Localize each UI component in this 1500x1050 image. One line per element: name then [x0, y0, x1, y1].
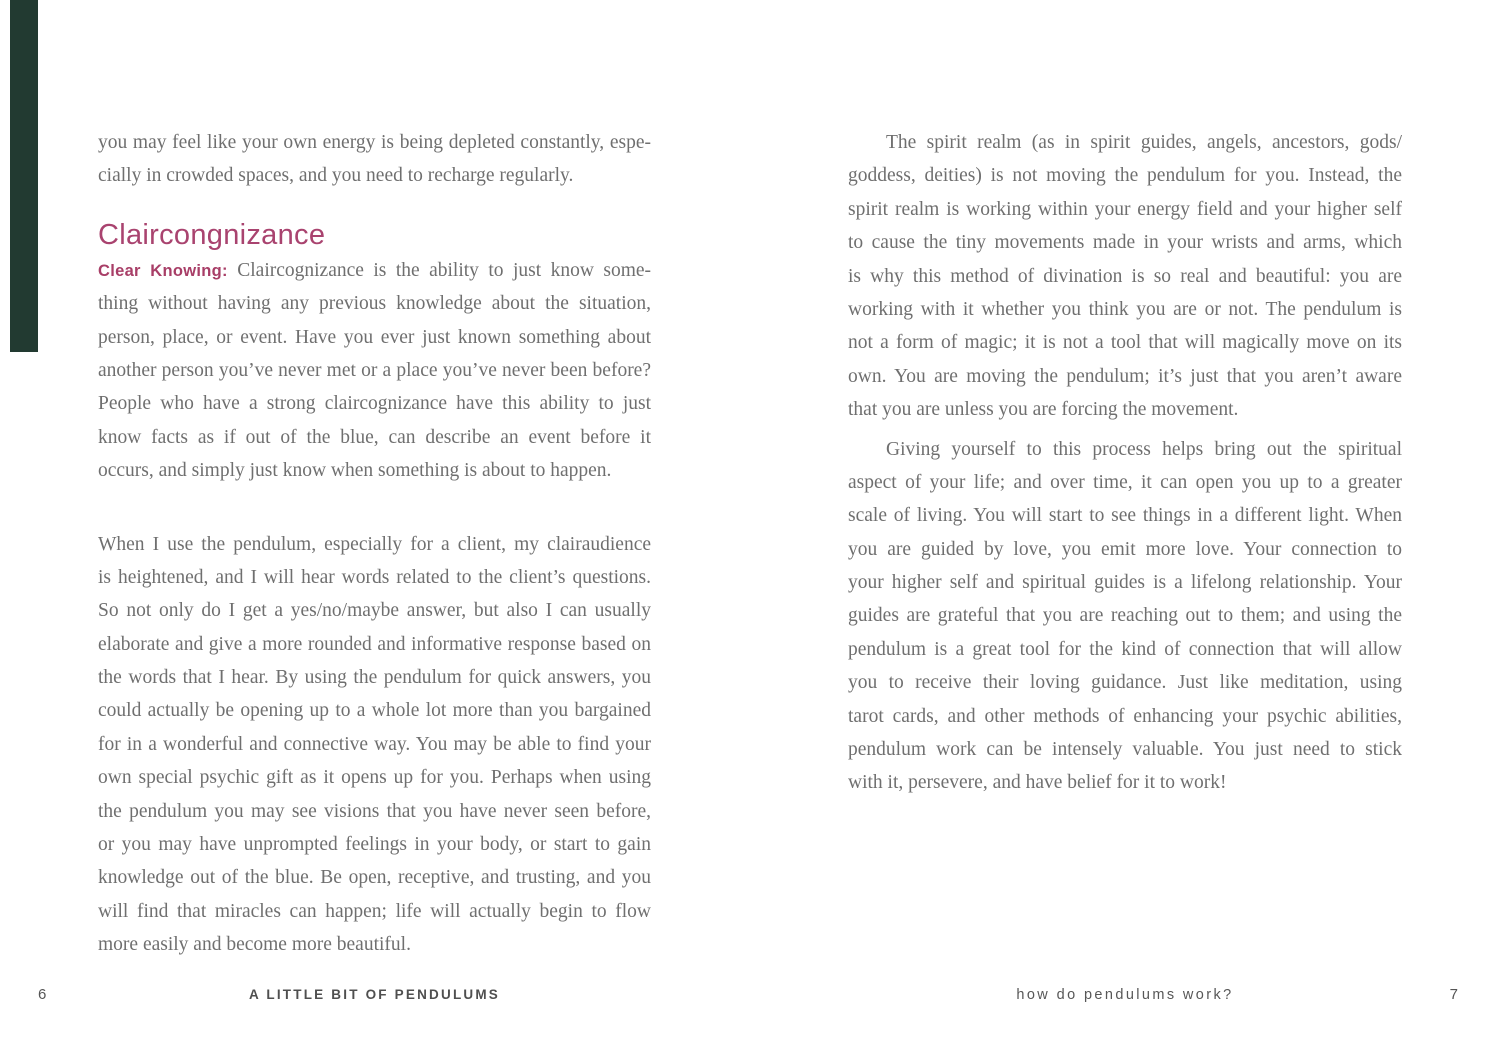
text-line: for in a wonderful and connective way. You may be able to find your	[98, 733, 651, 755]
text-line: So not only do I get a yes/no/maybe answer, but also I can usually	[98, 600, 651, 622]
text-line: know facts as if out of the blue, can describe an event before it	[98, 426, 651, 448]
text-line: own special psychic gift as it opens up for you. Perhaps when using	[98, 767, 651, 789]
book-spine-accent	[10, 0, 38, 352]
text-line: scale of living. You will start to see things in a different light. When	[848, 505, 1402, 527]
page-number-left: 6	[38, 986, 47, 1003]
clear-knowing-lead: Clear Knowing:	[98, 261, 228, 280]
pendulum-use-paragraph	[98, 528, 651, 962]
text-line: pendulum work can be intensely valuable. You just need to stick	[848, 739, 1402, 761]
text-line: occurs, and simply just know when something is about to happen.	[98, 460, 612, 482]
giving-yourself-paragraph	[848, 433, 1402, 800]
text-line-clear-knowing	[98, 254, 651, 287]
text-line: is heightened, and I will hear words related to the client’s questions.	[98, 566, 651, 588]
text-line: to cause the tiny movements made in your wrists and arms, which	[848, 232, 1402, 254]
clear-knowing-paragraph	[98, 254, 651, 488]
text-line: goddess, deities) is not moving the pendulum for you. Instead, the	[848, 165, 1402, 187]
text-line: is why this method of divination is so real and beautiful: you are	[848, 265, 1402, 287]
text-line: the words that I hear. By using the pendulum for quick answers, you	[98, 667, 651, 689]
text-line: aspect of your life; and over time, it can open you up to a greater	[848, 471, 1402, 493]
text-line: Giving yourself to this process helps bring out the spiritual	[886, 438, 1402, 460]
text-line: you to receive their loving guidance. Just like meditation, using	[848, 672, 1402, 694]
left-text-column	[98, 126, 651, 962]
text-line: could actually be opening up to a whole lot more than you bargained	[98, 700, 651, 722]
text-line: that you are unless you are forcing the movement.	[848, 399, 1239, 421]
text-line: person, place, or event. Have you ever just known something about	[98, 326, 651, 348]
clear-knowing-lines	[98, 287, 651, 487]
text-line: your higher self and spiritual guides is a lifelong relationship. Your	[848, 572, 1402, 594]
right-text-column	[848, 126, 1402, 800]
text-line: the pendulum you may see visions that you have never seen before,	[98, 800, 651, 822]
text-line: own. You are moving the pendulum; it’s just that you aren’t aware	[848, 365, 1402, 387]
text-line: When I use the pendulum, especially for a client, my clairaudience	[98, 533, 651, 555]
text-line: spirit realm is working within your energy field and your higher self	[848, 198, 1402, 220]
text-line: knowledge out of the blue. Be open, receptive, and trusting, and you	[98, 867, 651, 889]
text-line: not a form of magic; it is not a tool that will magically move on its	[848, 332, 1402, 354]
text-line: working with it whether you think you are or not. The pendulum is	[848, 298, 1402, 320]
text-line: The spirit realm (as in spirit guides, angels, ancestors, gods/	[886, 132, 1402, 153]
spirit-realm-paragraph	[848, 126, 1402, 427]
text-line: pendulum is a great tool for the kind of connection that will allow	[848, 638, 1402, 660]
text-line: will find that miracles can happen; life will actually begin to flow	[98, 900, 651, 922]
text-line: you may feel like your own energy is being depleted constantly, espe-	[98, 132, 651, 153]
running-footer-chapter-title: how do pendulums work?	[1016, 987, 1234, 1003]
text-line: elaborate and give a more rounded and informative response based on	[98, 633, 651, 655]
clear-knowing-first-line-text: Claircognizance is the ability to just know some-	[237, 259, 651, 281]
text-line: cially in crowded spaces, and you need to recharge regularly.	[98, 165, 574, 187]
text-line: guides are grateful that you are reaching out to them; and using the	[848, 605, 1402, 627]
text-line: People who have a strong claircognizance have this ability to just	[98, 393, 651, 415]
page-number-right: 7	[1449, 986, 1458, 1003]
text-line: more easily and become more beautiful.	[98, 934, 411, 956]
text-line: thing without having any previous knowledge about the situation,	[98, 293, 651, 315]
section-heading: Claircongnizance	[98, 218, 326, 251]
text-line: another person you’ve never met or a place you’ve never been before?	[98, 359, 651, 381]
running-footer-book-title: A LITTLE BIT OF PENDULUMS	[249, 987, 500, 1002]
intro-paragraph	[98, 126, 651, 193]
text-line: you are guided by love, you emit more love. Your connection to	[848, 538, 1402, 560]
text-line: tarot cards, and other methods of enhancing your psychic abilities,	[848, 705, 1402, 727]
text-line: or you may have unprompted feelings in your body, or start to gain	[98, 834, 651, 856]
text-line: with it, persevere, and have belief for it to work!	[848, 772, 1227, 794]
